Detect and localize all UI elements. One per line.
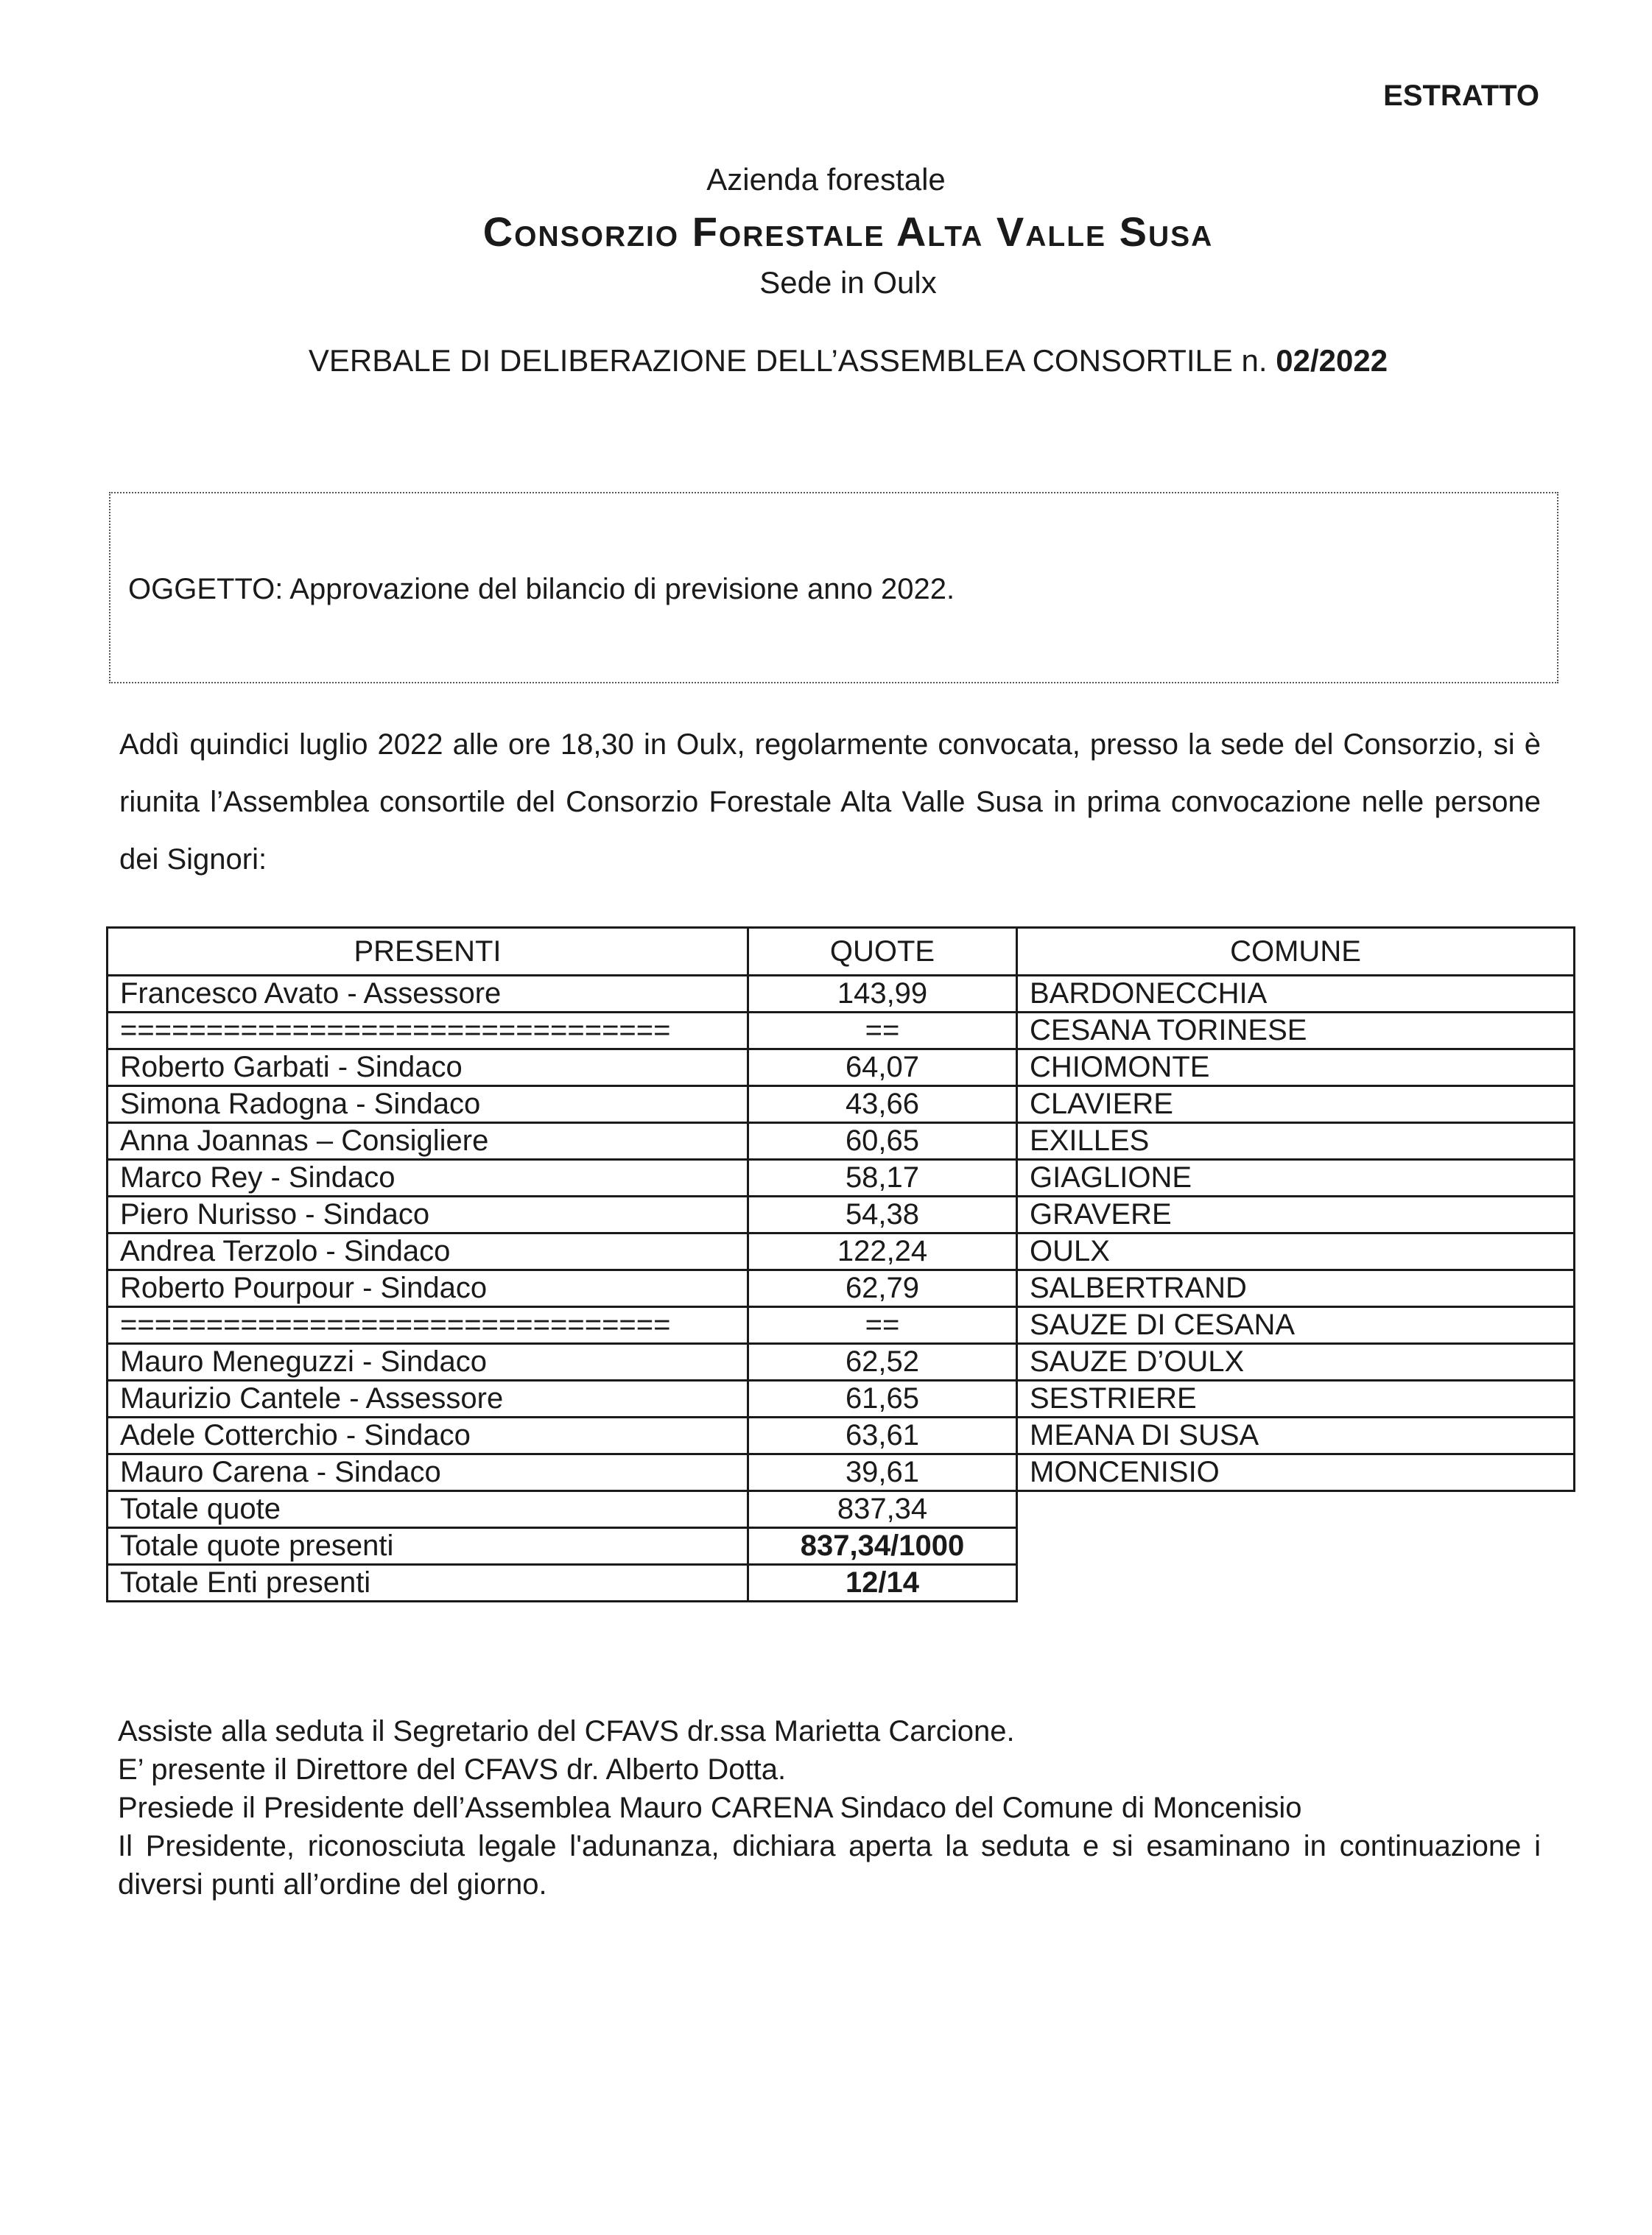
cell-quote: == (748, 1013, 1017, 1049)
cell-presenti: ================================ (108, 1013, 748, 1049)
cell-presenti: Marco Rey - Sindaco (108, 1160, 748, 1197)
cell-comune: CHIOMONTE (1017, 1049, 1575, 1086)
cell-quote: 122,24 (748, 1233, 1017, 1270)
page-title: Consorzio Forestale Alta Valle Susa (482, 208, 1214, 255)
oggetto-box (109, 492, 1558, 683)
header-comune: COMUNE (1017, 928, 1575, 976)
cell-comune: MEANA DI SUSA (1017, 1418, 1575, 1454)
closing-notes (118, 1712, 1541, 1904)
cell-presenti: Anna Joannas – Consigliere (108, 1123, 748, 1160)
cell-quote: 143,99 (748, 976, 1017, 1013)
table-row (108, 1160, 1575, 1197)
cell-quote: 58,17 (748, 1160, 1017, 1197)
cell-quote: 64,07 (748, 1049, 1017, 1086)
intro-paragraph: Addì quindici luglio 2022 alle ore 18,30 in Oulx, regolarmente convocata, presso la sede del Consorzio, si è riunita l’Assemblea consortile del Consorzio Forestale Alta Valle Susa in prima convocazione nelle persone dei Signori: (119, 728, 1541, 876)
cell-comune: GRAVERE (1017, 1197, 1575, 1233)
cell-quote: 63,61 (748, 1418, 1017, 1454)
note-line: Assiste alla seduta il Segretario del CFAVS dr.ssa Marietta Carcione. (118, 1715, 1015, 1747)
table-row (108, 1381, 1575, 1418)
cell-comune: OULX (1017, 1233, 1575, 1270)
note-line: Il Presidente, riconosciuta legale l'adunanza, dichiara aperta la seduta e si esaminano in continuazione i diversi punti all’ordine del giorno. (118, 1830, 1541, 1901)
cell-presenti: Roberto Pourpour - Sindaco (108, 1270, 748, 1307)
cell-presenti: Andrea Terzolo - Sindaco (108, 1233, 748, 1270)
total-value: 837,34/1000 (748, 1528, 1017, 1565)
cell-comune: GIAGLIONE (1017, 1160, 1575, 1197)
cell-presenti: Mauro Meneguzzi - Sindaco (108, 1344, 748, 1381)
cell-comune: SALBERTRAND (1017, 1270, 1575, 1307)
verbale-heading (22, 343, 1652, 379)
cell-quote: 62,79 (748, 1270, 1017, 1307)
cell-presenti: Piero Nurisso - Sindaco (108, 1197, 748, 1233)
cell-presenti: ================================ (108, 1307, 748, 1344)
totals-row (108, 1528, 1575, 1565)
total-label: Totale quote presenti (108, 1528, 748, 1565)
total-value: 12/14 (748, 1565, 1017, 1602)
oggetto-text: OGGETTO: Approvazione del bilancio di previsione anno 2022. (128, 573, 955, 605)
table-row (108, 1454, 1575, 1491)
table-row (108, 976, 1575, 1013)
table-row (108, 1344, 1575, 1381)
cell-quote: 61,65 (748, 1381, 1017, 1418)
header-quote: QUOTE (748, 928, 1017, 976)
cell-comune: SAUZE D’OULX (1017, 1344, 1575, 1381)
cell-presenti: Francesco Avato - Assessore (108, 976, 748, 1013)
total-label: Totale quote (108, 1491, 748, 1528)
cell-comune: SAUZE DI CESANA (1017, 1307, 1575, 1344)
header-presenti: PRESENTI (108, 928, 748, 976)
cell-quote: 62,52 (748, 1344, 1017, 1381)
cell-comune: SESTRIERE (1017, 1381, 1575, 1418)
cell-comune: MONCENISIO (1017, 1454, 1575, 1491)
cell-quote: 60,65 (748, 1123, 1017, 1160)
table-row (108, 1086, 1575, 1123)
verbale-prefix: VERBALE DI DELIBERAZIONE DELL’ASSEMBLEA CONSORTILE n. (308, 343, 1268, 378)
cell-quote: 54,38 (748, 1197, 1017, 1233)
cell-comune: BARDONECCHIA (1017, 976, 1575, 1013)
totals-row (108, 1565, 1575, 1602)
note-line: E’ presente il Direttore del CFAVS dr. Alberto Dotta. (118, 1753, 787, 1786)
totals-row (108, 1491, 1575, 1528)
table-row (108, 1123, 1575, 1160)
cell-presenti: Adele Cotterchio - Sindaco (108, 1418, 748, 1454)
table-row (108, 1307, 1575, 1344)
table-row (108, 1197, 1575, 1233)
azienda-label: Azienda forestale (706, 162, 946, 197)
verbale-number: 02/2022 (1276, 343, 1388, 378)
cell-quote: 39,61 (748, 1454, 1017, 1491)
cell-quote: 43,66 (748, 1086, 1017, 1123)
cell-quote: == (748, 1307, 1017, 1344)
table-row (108, 1013, 1575, 1049)
presenti-table (106, 926, 1575, 1602)
cell-comune: CLAVIERE (1017, 1086, 1575, 1123)
total-label: Totale Enti presenti (108, 1565, 748, 1602)
cell-comune: EXILLES (1017, 1123, 1575, 1160)
estratto-label: ESTRATTO (1383, 80, 1539, 112)
table-row (108, 1418, 1575, 1454)
total-value: 837,34 (748, 1491, 1017, 1528)
cell-presenti: Roberto Garbati - Sindaco (108, 1049, 748, 1086)
cell-presenti: Maurizio Cantele - Assessore (108, 1381, 748, 1418)
cell-presenti: Mauro Carena - Sindaco (108, 1454, 748, 1491)
cell-comune: CESANA TORINESE (1017, 1013, 1575, 1049)
note-line: Presiede il Presidente dell’Assemblea Mauro CARENA Sindaco del Comune di Moncenisio (118, 1792, 1302, 1824)
sede-label: Sede in Oulx (759, 265, 937, 300)
cell-presenti: Simona Radogna - Sindaco (108, 1086, 748, 1123)
table-row (108, 1049, 1575, 1086)
table-row (108, 1233, 1575, 1270)
table-row (108, 1270, 1575, 1307)
table-header-row (108, 928, 1575, 976)
